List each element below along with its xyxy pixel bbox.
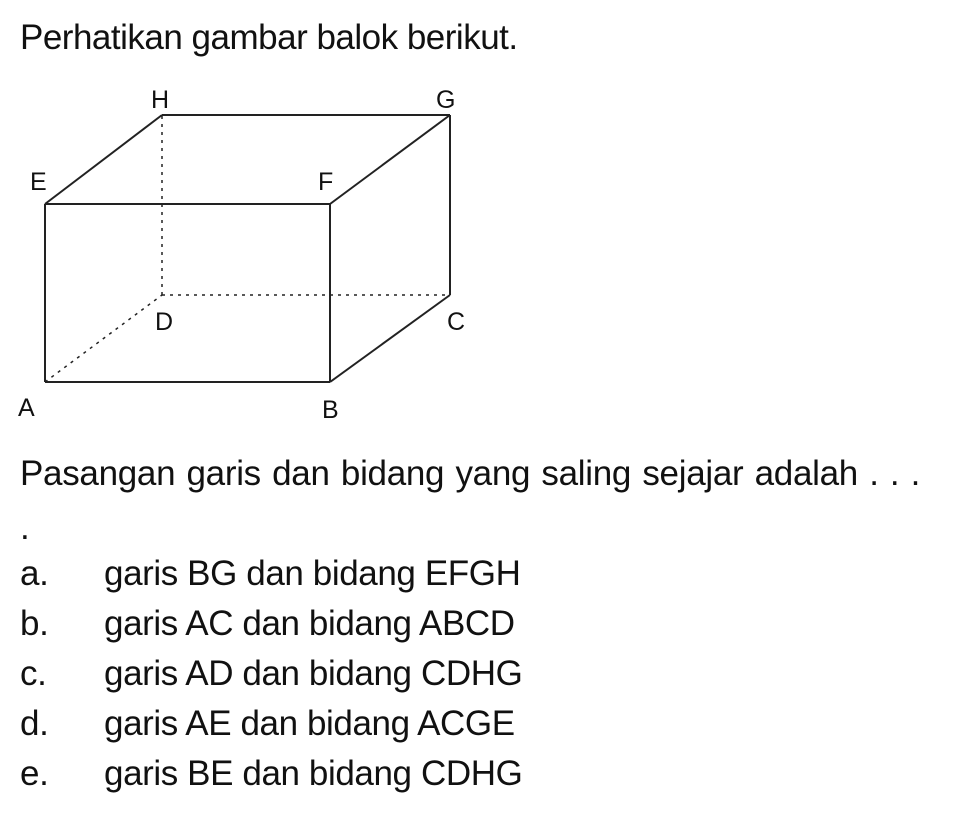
vertex-label-c: C	[447, 308, 466, 336]
question-text: Pasangan garis dan bidang yang saling sejajar adalah . . . .	[20, 454, 920, 547]
edge-eh	[45, 115, 162, 204]
vertex-label-e: E	[30, 168, 47, 196]
vertex-label-d: D	[155, 308, 174, 336]
option-text: garis AE dan bidang ACGE	[104, 704, 515, 743]
intro-text: Perhatikan gambar balok berikut.	[20, 18, 518, 57]
option-text: garis BG dan bidang EFGH	[104, 554, 521, 593]
option-d[interactable]	[20, 699, 522, 749]
option-a[interactable]	[20, 549, 522, 599]
vertex-label-b: B	[322, 396, 339, 424]
option-letter: a.	[20, 554, 49, 593]
option-letter: d.	[20, 704, 49, 743]
cuboid-diagram	[0, 70, 520, 430]
vertex-label-a: A	[18, 394, 35, 422]
vertex-label-g: G	[436, 86, 456, 114]
option-text: garis AD dan bidang CDHG	[104, 654, 523, 693]
option-letter: b.	[20, 604, 49, 643]
option-e[interactable]	[20, 749, 522, 799]
option-text: garis BE dan bidang CDHG	[104, 754, 523, 793]
edge-ad	[45, 295, 162, 382]
option-letter: e.	[20, 754, 49, 793]
option-text: garis AC dan bidang ABCD	[104, 604, 515, 643]
option-c[interactable]	[20, 649, 522, 699]
edge-fg	[330, 115, 450, 204]
answer-options	[20, 549, 522, 799]
vertex-label-f: F	[318, 168, 334, 196]
option-letter: c.	[20, 654, 47, 693]
cuboid-figure	[0, 70, 520, 430]
vertex-label-h: H	[151, 86, 170, 114]
option-b[interactable]	[20, 599, 522, 649]
edge-bc	[330, 295, 450, 382]
